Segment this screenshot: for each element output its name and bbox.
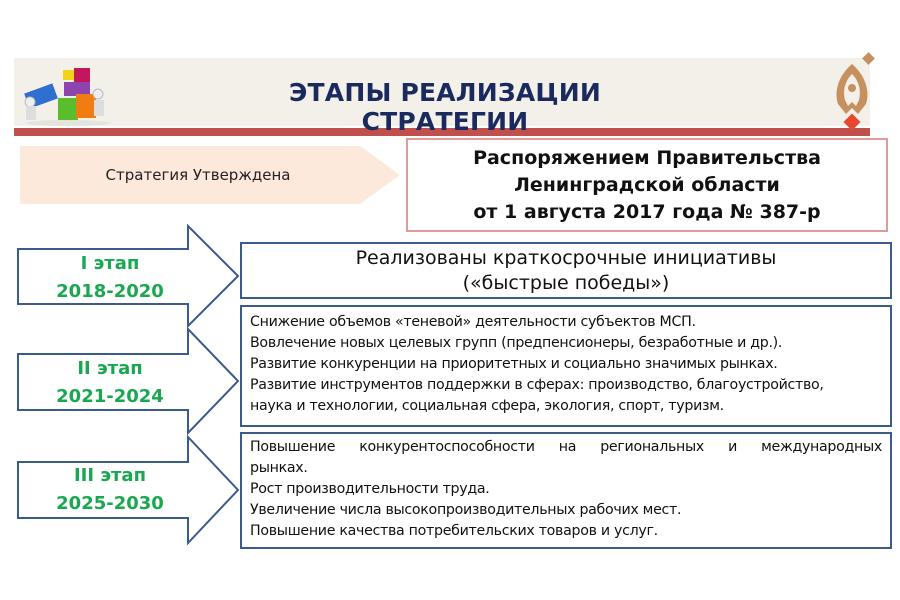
rocket-location-logo-icon bbox=[828, 52, 880, 132]
stage-2-line: Развитие конкуренции на приоритетных и социально значимых рынках. bbox=[250, 356, 778, 372]
stage-2-line: наука и технологии, социальная сфера, экология, спорт, туризм. bbox=[250, 398, 724, 414]
stage-3-years: 2025-2030 bbox=[56, 493, 164, 514]
stage-1-name: I этап bbox=[80, 253, 140, 274]
stage-2-line: Развитие инструментов поддержки в сферах: производство, благоустройство, bbox=[250, 377, 824, 393]
stage-2-years: 2021-2024 bbox=[56, 386, 164, 407]
stage-2-label bbox=[20, 355, 200, 411]
stage-3-line: рынках. bbox=[250, 460, 308, 476]
stage-3-line: Увеличение числа высокопроизводительных рабочих мест. bbox=[250, 502, 682, 518]
stage-2-content bbox=[240, 305, 892, 427]
strategy-approved-label: Стратегия Утверждена bbox=[105, 166, 291, 184]
stage-1-line: Реализованы краткосрочные инициативы bbox=[355, 246, 777, 269]
stage-3-line: Рост производительности труда. bbox=[250, 481, 490, 497]
decree-line: от 1 августа 2017 года № 387-р bbox=[473, 200, 821, 223]
stage-2-line: Снижение объемов «теневой» деятельности субъектов МСП. bbox=[250, 314, 696, 330]
decree-box bbox=[406, 138, 888, 232]
stage-3-label bbox=[20, 462, 200, 518]
stage-1-years: 2018-2020 bbox=[56, 281, 164, 302]
stage-1-label bbox=[20, 250, 200, 306]
stage-3-content bbox=[240, 432, 892, 549]
stage-3-line: Повышение качества потребительских товаров и услуг. bbox=[250, 523, 658, 539]
puzzle-team-icon bbox=[18, 60, 120, 126]
page-title: ЭТАПЫ РЕАЛИЗАЦИИ СТРАТЕГИИ bbox=[288, 78, 602, 136]
decree-line: Распоряжением Правительства bbox=[473, 146, 821, 169]
stage-2-name: II этап bbox=[77, 358, 143, 379]
stage-1-line: («быстрые победы») bbox=[462, 271, 670, 294]
stage-3-name: III этап bbox=[73, 465, 147, 486]
stage-2-line: Вовлечение новых целевых групп (предпенсионеры, безработные и др.). bbox=[250, 335, 783, 351]
stage-3-line: Повышение конкурентоспособности на региональных и международных bbox=[250, 439, 882, 455]
stage-1-content bbox=[240, 242, 892, 299]
decree-line: Ленинградской области bbox=[514, 173, 780, 196]
